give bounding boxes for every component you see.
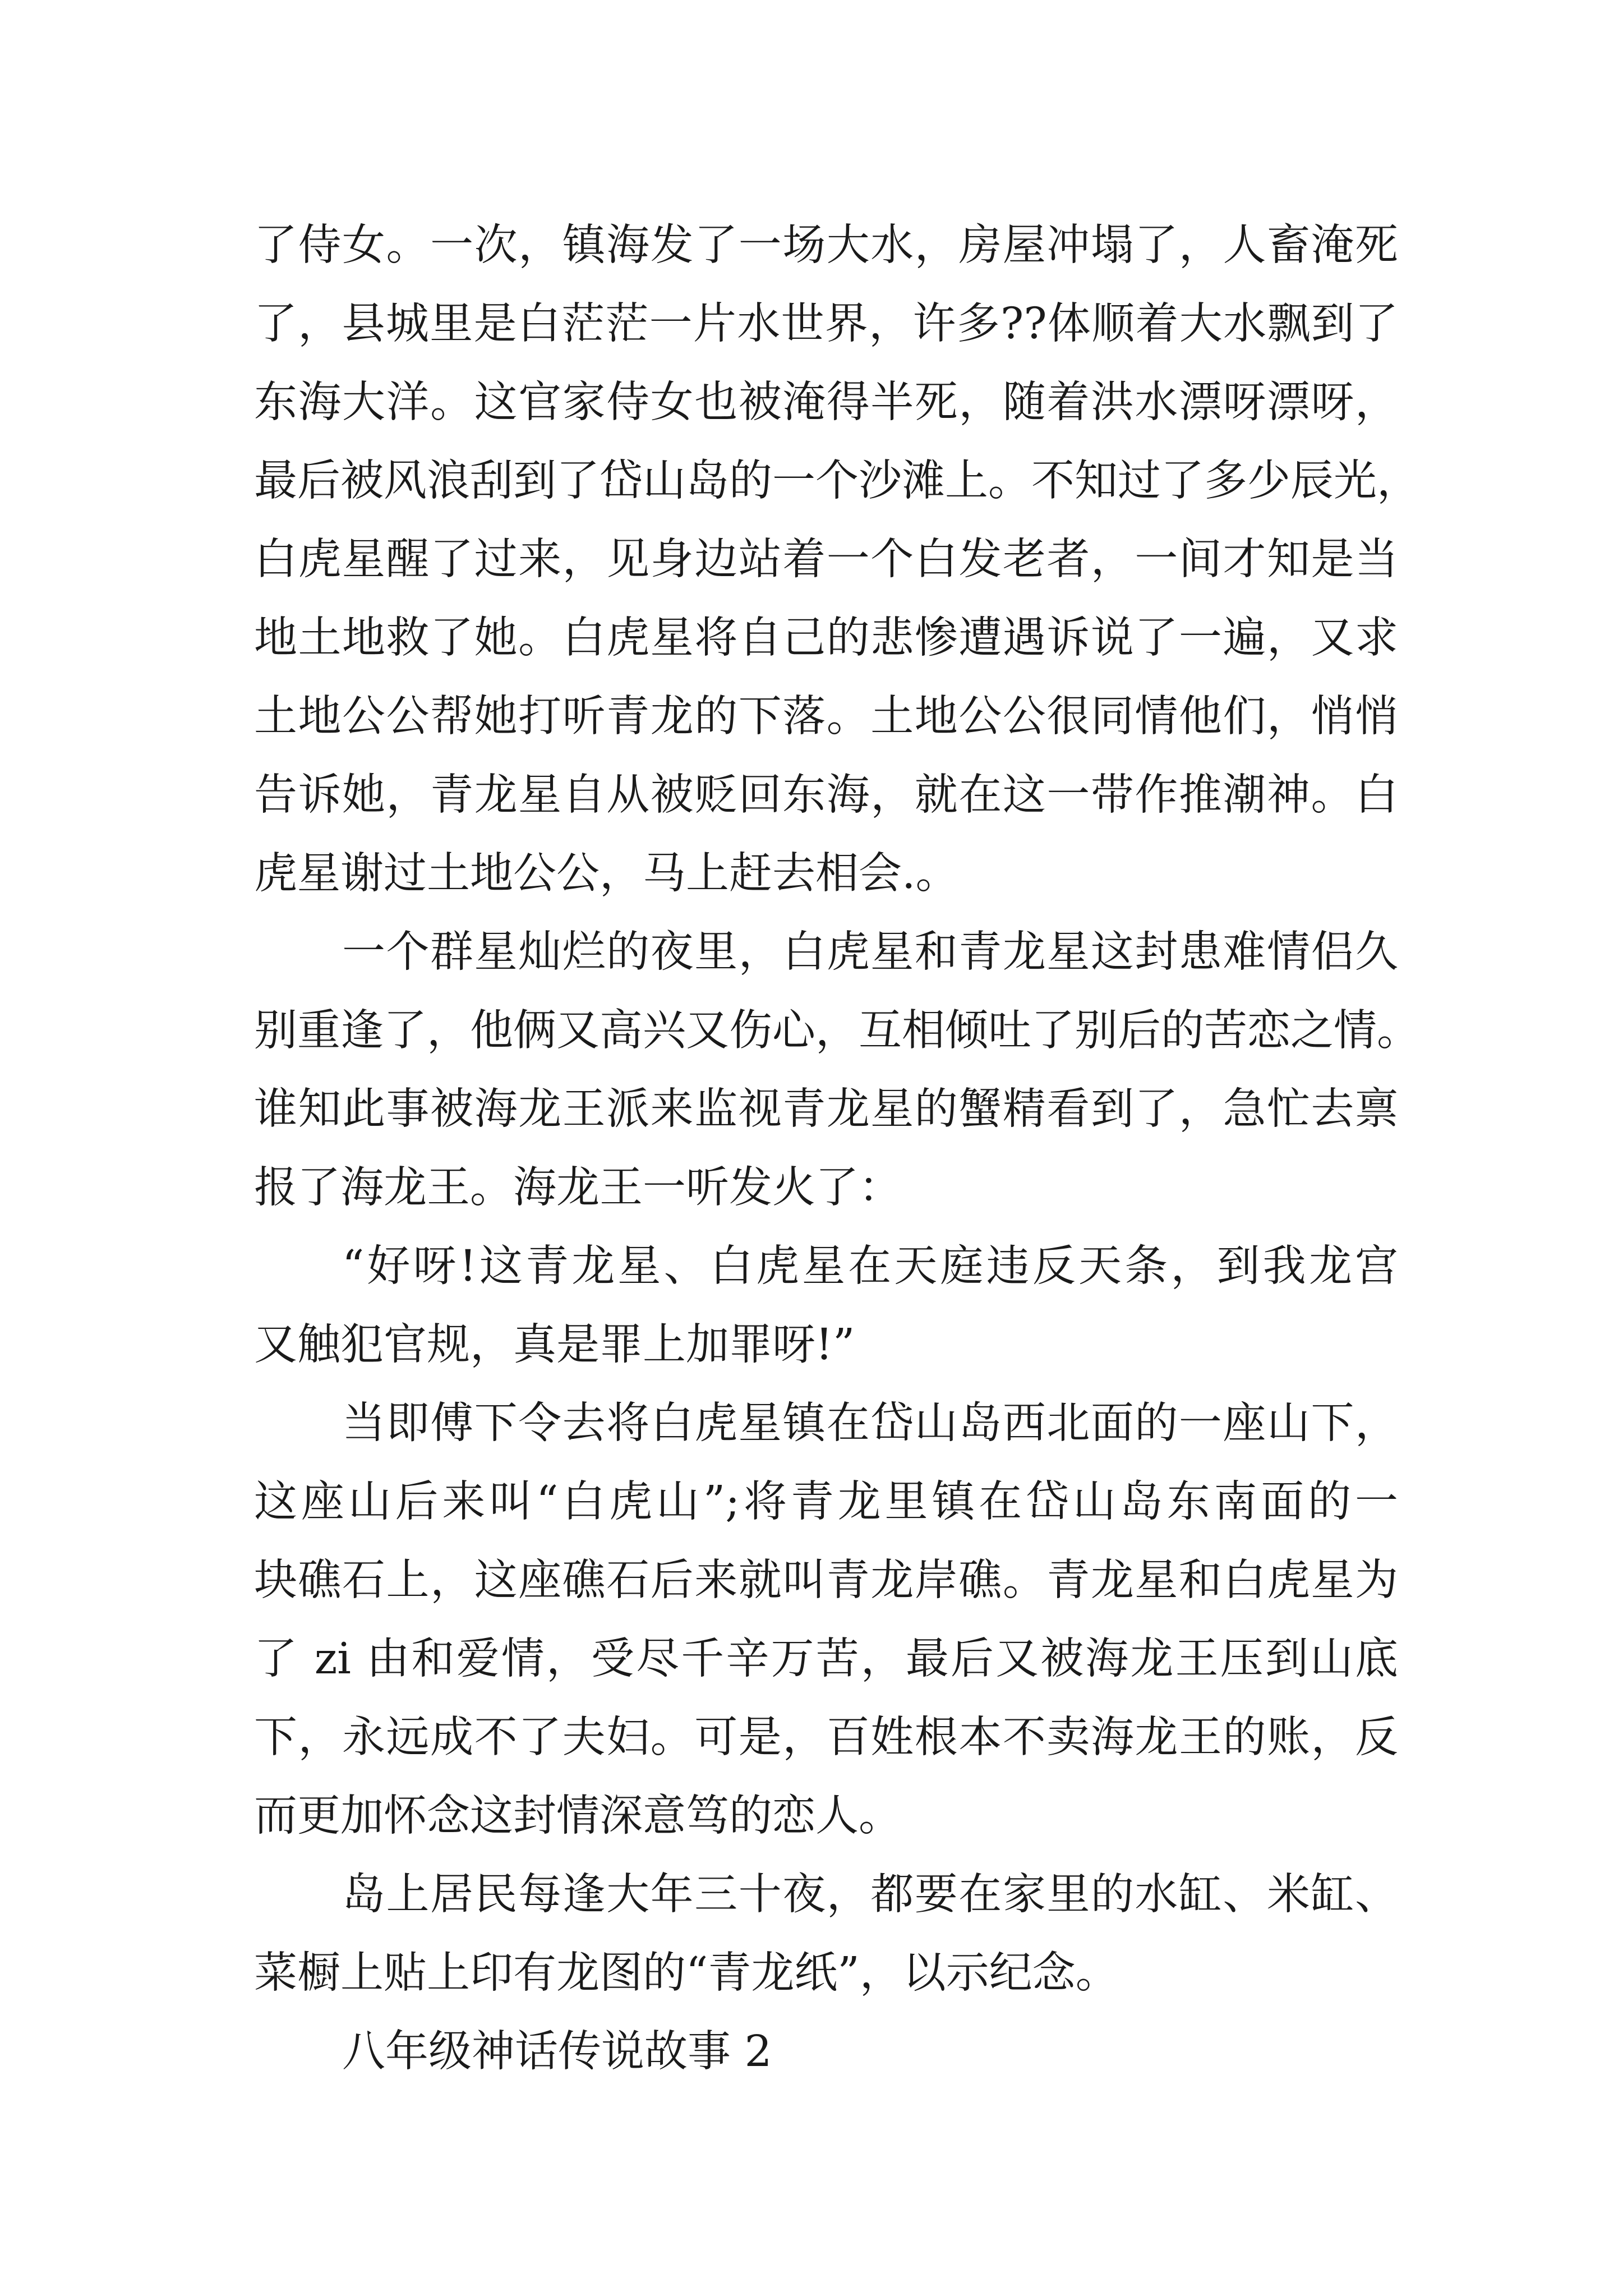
paragraph-first-line: 一个群星灿烂的夜里，白虎星和青龙星这封患难情侣久 [342, 927, 1398, 977]
text-line: 又触犯官规，真是罪上加罪呀!” [254, 1320, 855, 1370]
text-line: 菜橱上贴上印有龙图的“青龙纸”，以示纪念。 [254, 1948, 1119, 1998]
text-line: 谁知此事被海龙王派来监视青龙星的蟹精看到了，急忙去禀 [254, 1084, 1398, 1134]
text-line: 地土地救了她。白虎星将自己的悲惨遭遇诉说了一遍，又求 [254, 613, 1398, 663]
text-line: 块礁石上，这座礁石后来就叫青龙岸礁。青龙星和白虎星为 [254, 1556, 1398, 1605]
text-line: 白虎星醒了过来，见身边站着一个白发老者，一间才知是当 [254, 535, 1398, 585]
text-line: 告诉她，青龙星自从被贬回东海，就在这一带作推潮神。白 [254, 770, 1398, 820]
text-line: 了 zi 由和爱情，受尽千辛万苦，最后又被海龙王压到山底 [254, 1634, 1398, 1684]
text-line: 别重逢了，他俩又高兴又伤心，互相倾吐了别后的苦恋之情。 [254, 1006, 1420, 1056]
text-line: 最后被风浪刮到了岱山岛的一个沙滩上。不知过了多少辰光， [254, 456, 1420, 506]
paragraph-first-line: 当即傅下令去将白虎星镇在岱山岛西北面的一座山下， [342, 1398, 1398, 1448]
text-line: 了，县城里是白茫茫一片水世界，许多??体顺着大水飘到了 [254, 299, 1398, 349]
text-line: 土地公公帮她打听青龙的下落。土地公公很同情他们，悄悄 [254, 692, 1398, 742]
text-line: 下，永远成不了夫妇。可是，百姓根本不卖海龙王的账，反 [254, 1713, 1398, 1763]
text-line: 了侍女。一次，镇海发了一场大水，房屋冲塌了，人畜淹死 [254, 220, 1398, 270]
section-heading: 八年级神话传说故事 2 [342, 2027, 772, 2077]
text-line: 虎星谢过土地公公，马上赶去相会.。 [254, 849, 959, 899]
text-line: 而更加怀念这封情深意笃的恋人。 [254, 1791, 902, 1841]
text-line: 东海大洋。这官家侍女也被淹得半死，随着洪水漂呀漂呀， [254, 378, 1398, 427]
paragraph-first-line: 岛上居民每逢大年三十夜，都要在家里的水缸、米缸、 [342, 1870, 1398, 1920]
paragraph-first-line: “好呀!这青龙星、白虎星在天庭违反天条，到我龙宫 [342, 1241, 1398, 1291]
text-line: 这座山后来叫“白虎山”;将青龙里镇在岱山岛东南面的一 [254, 1477, 1398, 1527]
text-line: 报了海龙王。海龙王一听发火了： [254, 1163, 902, 1213]
